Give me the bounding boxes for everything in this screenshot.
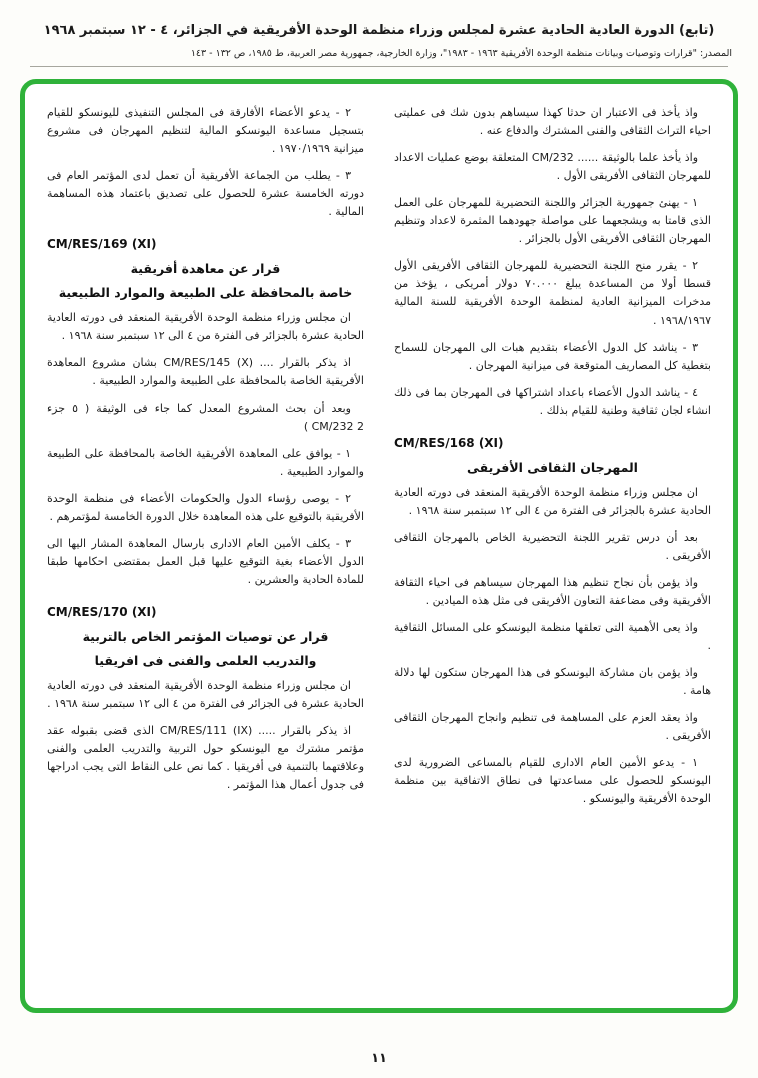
paragraph: ٣ - يناشد كل الدول الأعضاء بتقديم هبات الى المهرجان للسماح بتغطية كل المصاريف المتوقعة فى ميزانية المهرجان . (394, 340, 711, 372)
resolution-heading: قرار عن توصيات المؤتمر الخاص بالتربية (82, 628, 329, 644)
paragraph: واذ يأخذ فى الاعتبار ان حدثا كهذا سيساهم بدون شك فى عمليتى احياء التراث الثقافى والفنى المشترك والدفاع عنه . (394, 106, 711, 138)
paragraph: واذ يأخذ علما بالوثيقة ...... CM/232 المتعلقة بوضع عمليات الاعداد للمهرجان الثقافى الأفريقى الأول . (394, 151, 711, 183)
paragraph: ان مجلس وزراء منظمة الوحدة الأفريقية المنعقد فى دورته العادية الحادية عشرة فى الجزائر فى الفترة من ٤ الى ١٢ سبتمبر سنة ١٩٦٨ . (47, 678, 364, 710)
resolution-ref: CM/RES/168 (XI) (394, 435, 504, 450)
content-border-box (20, 79, 738, 1013)
paragraph: ١ - يوافق على المعاهدة الأفريقية الخاصة بالمحافظة على الطبيعة والموارد الطبيعية . (47, 446, 364, 478)
column-right (394, 104, 711, 998)
paragraph: ٢ - يوصى رؤساء الدول والحكومات الأعضاء فى منظمة الوحدة الأفريقية بالتوقيع على هذه المعاهدة خلال الدورة الخامسة لمؤتمرهم . (47, 491, 364, 523)
paragraph: وبعد أن بحث المشروع المعدل كما جاء فى الوثيقة ( ٥ جزء CM/232 2 ) (47, 401, 364, 433)
paragraph: واذ يعقد العزم على المساهمة فى تنظيم وانجاح المهرجان الثقافى الأفريقى . (394, 710, 711, 742)
paragraph: ١ - يدعو الأمين العام الادارى للقيام بالمساعى الضرورية لدى اليونسكو للحصول على مساعدتها فى نطاق الاتفاقية بين منظمة الوحدة الأفريقية واليونسكو . (394, 756, 711, 806)
page-number: ١١ (371, 1051, 387, 1066)
paragraph: ١ - يهنئ جمهورية الجزائر واللجنة التحضيرية للمهرجان على العمل الذى قامتا به ويشجعهما على مواصلة جهودهما المثمرة لاعداد وتنظيم المهرجان الثقافى الأفريقى الأول بالجزائر . (394, 196, 711, 246)
page-header (0, 22, 758, 67)
resolution-heading: قرار عن معاهدة أفريقية (130, 261, 281, 277)
resolution-heading: والتدريب العلمى والفنى فى افريقيا (94, 652, 317, 668)
paragraph: اذ يذكر بالقرار ..... CM/RES/111 (IX) الذى قضى بقبوله عقد مؤتمر مشترك مع اليونسكو حول التربية والتدريب العلمى والفنى وعلاقتهما بالتنمية فى أفريقيا . كما نص على النقاط التى يجب ادراجها فى جدول أعمال هذا المؤتمر . (47, 723, 364, 791)
paragraph: ٢ - يقرر منح اللجنة التحضيرية للمهرجان الثقافى الأفريقى الأول قسطا أولا من المساعدة يبلغ ٧٠.٠٠٠ دولار أمريكى ، يؤخذ من مدخرات الميزانية العادية لمنظمة الوحدة الأفريقية للسنة المالية ١٩٦٨/١٩٦٧ . (394, 259, 711, 327)
paragraph: ان مجلس وزراء منظمة الوحدة الأفريقية المنعقد فى دورته العادية الحادية عشرة بالجزائر فى الفترة من ٤ الى ١٢ سبتمبر سنة ١٩٦٨ . (394, 485, 711, 517)
header-divider (30, 66, 728, 67)
paragraph: ٢ - يدعو الأعضاء الأفارقة فى المجلس التنفيذى لليونسكو للقيام بتسجيل مساعدة اليونسكو المالية لتنظيم المهرجان فى مشروع ميزانية ١٩٧٠/١٩٦٩ . (47, 106, 364, 156)
paragraph: واذ يؤمن بان مشاركة اليونسكو فى هذا المهرجان ستكون لها دلالة هامة . (394, 665, 711, 697)
document-title: (تابع) الدورة العادية الحادية عشرة لمجلس وزراء منظمة الوحدة الأفريقية في الجزائر، ٤ - ١٢ سبتمبر ١٩٦٨ (43, 23, 715, 38)
resolution-heading: المهرجان الثقافى الأفريقى (467, 459, 638, 475)
source-citation: المصدر: "قرارات وتوصيات وبيانات منظمة الوحدة الأفريقية ١٩٦٣ - ١٩٨٣"، وزارة الخارجية، جمهورية مصر العربية، ط ١٩٨٥، ص ١٣٢ - ١٤٣ (190, 48, 732, 60)
paragraph: اذ يذكر بالقرار .... CM/RES/145 (X) بشان مشروع المعاهدة الأفريقية الخاصة بالمحافظة على الطبيعة والموارد الطبيعية . (47, 356, 364, 388)
paragraph: ٣ - يكلف الأمين العام الادارى بارسال المعاهدة المشار اليها الى الدول الأعضاء بغية التوقيع عليها قبل العمل بمقتضى احكامها طبقا للمادة الحادية والعشرين . (47, 536, 364, 586)
resolution-ref: CM/RES/169 (XI) (47, 237, 157, 252)
paragraph: ٣ - يطلب من الجماعة الأفريقية أن تعمل لدى المؤتمر العام فى دورته الخامسة عشرة للحصول على تصديق باعتماد هذه المساهمة المالية . (47, 169, 364, 219)
paragraph: ٤ - يناشد الدول الأعضاء باعداد اشتراكها فى المهرجان بما فى ذلك انشاء لجان ثقافية وطنية للقيام بذلك . (394, 385, 711, 417)
paragraph: واذ يعى الأهمية التى تعلقها منظمة اليونسكو على المسائل الثقافية . (394, 620, 711, 652)
resolution-ref: CM/RES/170 (XI) (47, 604, 157, 619)
paragraph: واذ يؤمن بأن نجاح تنظيم هذا المهرجان سيساهم فى احياء الثقافة الأفريقية وفى مضاعفة التعاون الأفريقى فى مثل هذه الميادين . (394, 575, 711, 607)
column-left (47, 104, 364, 998)
paragraph: بعد أن درس تقرير اللجنة التحضيرية الخاص بالمهرجان الثقافى الأفريقى . (394, 530, 711, 562)
resolution-heading: خاصة بالمحافظة على الطبيعة والموارد الطبيعية (58, 285, 353, 301)
paragraph: ان مجلس وزراء منظمة الوحدة الأفريقية المنعقد فى دورته العادية الحادية عشرة بالجزائر فى الفترة من ٤ الى ١٢ سبتمبر سنة ١٩٦٨ . (47, 311, 364, 343)
